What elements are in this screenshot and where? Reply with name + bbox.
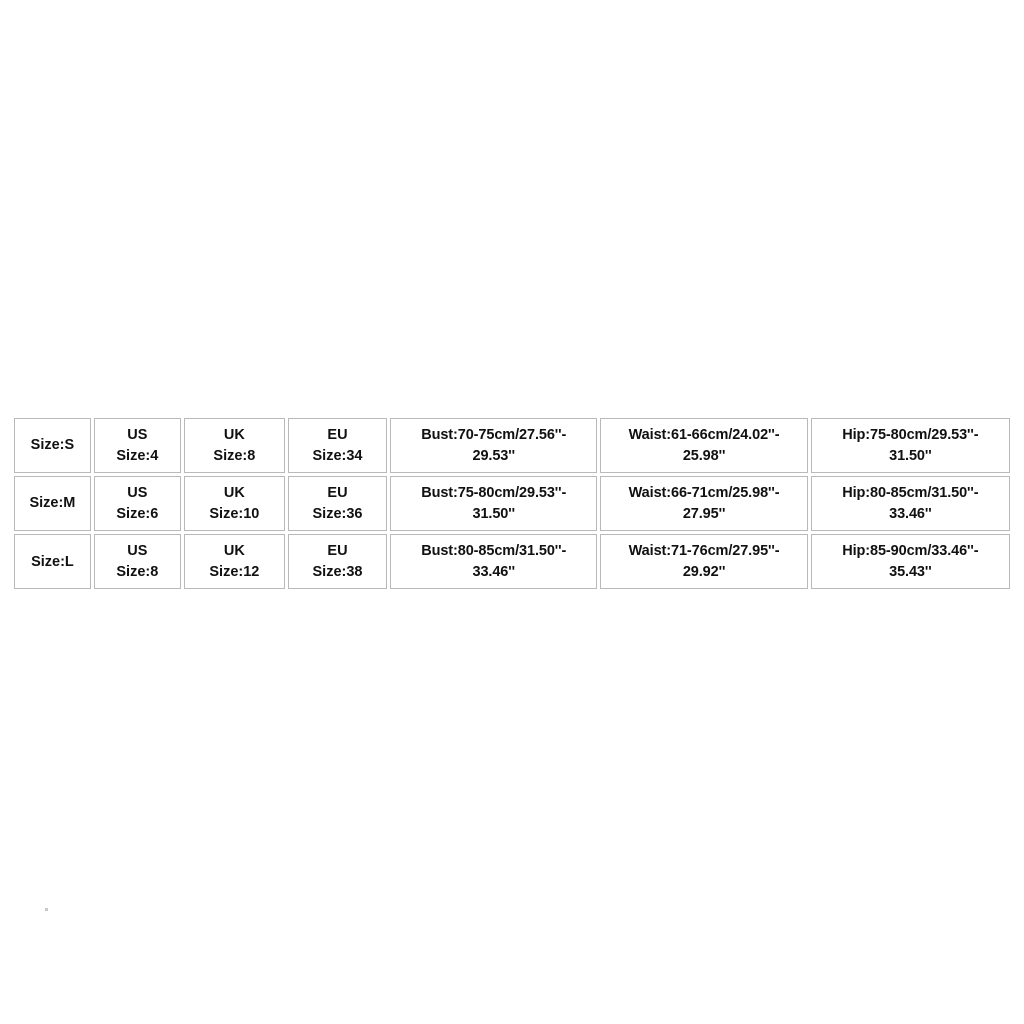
table-row [14,418,1010,473]
hip-line2: 31.50'' [889,447,932,464]
eu-label: EU [327,543,348,560]
us-value: Size:4 [116,447,159,464]
eu-value: Size:34 [312,447,363,464]
cell-hip [811,418,1010,473]
us-label: US [127,543,148,560]
eu-value: Size:36 [312,505,363,522]
size-chart-table [11,415,1013,592]
uk-value: Size:8 [213,447,256,464]
stray-mark [45,908,48,911]
uk-value: Size:10 [209,505,260,522]
uk-value: Size:12 [209,563,260,580]
cell-bust [390,476,597,531]
us-value: Size:6 [116,505,159,522]
cell-size [14,534,91,589]
bust-line1: Bust:80-85cm/31.50''- [421,543,567,560]
uk-label: UK [223,485,245,502]
uk-label: UK [223,427,245,443]
cell-hip [811,476,1010,531]
uk-label: UK [223,543,245,560]
waist-line1: Waist:71-76cm/27.95''- [628,543,780,560]
cell-eu-size [288,418,387,473]
table-row [14,534,1010,589]
waist-line1: Waist:66-71cm/25.98''- [628,485,780,502]
waist-line2: 27.95'' [682,505,726,522]
cell-waist [600,418,807,473]
cell-eu-size [288,534,387,589]
hip-line1: Hip:75-80cm/29.53''- [842,427,979,443]
hip-line2: 33.46'' [889,505,932,522]
cell-bust [390,534,597,589]
table-row [14,476,1010,531]
cell-bust [390,418,597,473]
hip-line1: Hip:80-85cm/31.50''- [842,485,979,502]
bust-line1: Bust:70-75cm/27.56''- [421,427,567,443]
bust-line2: 29.53'' [472,447,515,464]
eu-value: Size:38 [312,563,363,580]
cell-eu-size [288,476,387,531]
cell-size [14,476,91,531]
hip-line1: Hip:85-90cm/33.46''- [842,543,979,560]
eu-label: EU [327,427,348,443]
bust-line2: 31.50'' [472,505,515,522]
us-label: US [127,485,148,502]
us-value: Size:8 [116,563,159,580]
eu-label: EU [327,485,348,502]
cell-us-size [94,534,181,589]
cell-us-size [94,476,181,531]
cell-us-size [94,418,181,473]
bust-line2: 33.46'' [472,563,515,580]
hip-line2: 35.43'' [889,563,932,580]
waist-line2: 25.98'' [682,447,726,464]
cell-uk-size [184,476,285,531]
size-label: Size:S [30,437,75,454]
size-label: Size:M [29,495,76,512]
cell-uk-size [184,418,285,473]
cell-size [14,418,91,473]
bust-line1: Bust:75-80cm/29.53''- [421,485,567,502]
cell-waist [600,534,807,589]
us-label: US [127,427,148,443]
cell-uk-size [184,534,285,589]
size-label: Size:L [31,553,74,570]
waist-line2: 29.92'' [682,563,726,580]
waist-line1: Waist:61-66cm/24.02''- [628,427,780,443]
cell-waist [600,476,807,531]
cell-hip [811,534,1010,589]
